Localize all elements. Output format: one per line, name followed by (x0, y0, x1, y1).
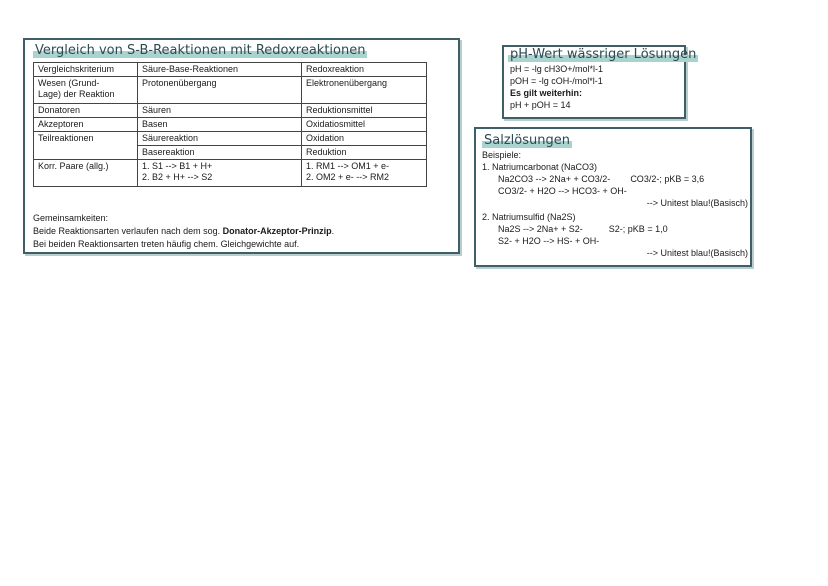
ph-content (510, 63, 603, 111)
example-1-result: --> Unitest blau!(Basisch) (646, 198, 748, 208)
ph-card (502, 45, 697, 119)
table-row (34, 104, 427, 118)
ph-title: pH-Wert wässriger Lösungen (510, 47, 697, 62)
salt-intro: Beispiele: (482, 150, 522, 160)
poh-line: pOH = -lg cOH-/mol*l-1 (510, 76, 603, 86)
table-cell: Akzeptoren (34, 118, 138, 132)
example-2-result: --> Unitest blau!(Basisch) (646, 248, 748, 258)
table-row (34, 132, 427, 146)
note-line-2: Bei beiden Reaktionsarten treten häufig chem. Gleichgewichte auf. (33, 239, 300, 249)
table-cell: Oxidation (302, 132, 427, 146)
notes-heading: Gemeinsamkeiten: (33, 213, 109, 223)
ph-sum-line: pH + pOH = 14 (510, 100, 571, 110)
table-cell: Elektronenübergang (302, 77, 427, 104)
example-1-line-2: CO3/2- + H2O --> HCO3- + OH- (498, 186, 627, 196)
table-cell: Wesen (Grund- Lage) der Reaktion (34, 77, 138, 104)
ph-line: pH = -lg cH3O+/mol*l-1 (510, 64, 604, 74)
table-cell: Reduktionsmittel (302, 104, 427, 118)
table-row (34, 77, 427, 104)
comparison-card (23, 38, 460, 254)
salt-card (474, 127, 752, 267)
table-cell: Reduktion (302, 146, 427, 160)
table-cell: Oxidatiosmittel (302, 118, 427, 132)
salt-content (482, 149, 748, 259)
table-header-row (34, 63, 427, 77)
header-cell: Redoxreaktion (302, 63, 427, 77)
notes (33, 212, 334, 251)
comparison-table (33, 62, 427, 187)
example-2-title: 2. Natriumsulfid (Na2S) (482, 212, 576, 222)
example-1-line-1: Na2CO3 --> 2Na+ + CO3/2- CO3/2-; pKB = 3,6 (498, 174, 705, 184)
table-cell: Protonenübergang (138, 77, 302, 104)
example-1-title: 1. Natriumcarbonat (NaCO3) (482, 162, 598, 172)
table-cell: Basen (138, 118, 302, 132)
table-cell: Donatoren (34, 104, 138, 118)
table-cell: 1. RM1 --> OM1 + e- 2. OM2 + e- --> RM2 (302, 160, 427, 187)
table-cell: Säuren (138, 104, 302, 118)
table-cell: Säurereaktion (138, 132, 302, 146)
comparison-title: Vergleich von S-B-Reaktionen mit Redoxreaktionen (35, 43, 366, 58)
table-cell: Korr. Paare (allg.) (34, 160, 138, 187)
table-cell: Teilreaktionen (34, 132, 138, 160)
example-2-line-1: Na2S --> 2Na+ + S2- S2-; pKB = 1,0 (498, 224, 668, 234)
table-row (34, 118, 427, 132)
table-row (34, 160, 427, 187)
ph-bold-line: Es gilt weiterhin: (510, 88, 583, 98)
table-cell: Basereaktion (138, 146, 302, 160)
header-cell: Vergleichskriterium (34, 63, 138, 77)
example-2-line-2: S2- + H2O --> HS- + OH- (498, 236, 600, 246)
note-line-1: Beide Reaktionsarten verlaufen nach dem sog. Donator-Akzeptor-Prinzip. (33, 226, 335, 236)
table-cell: 1. S1 --> B1 + H+ 2. B2 + H+ --> S2 (138, 160, 302, 187)
salt-title: Salzlösungen (484, 133, 570, 148)
header-cell: Säure-Base-Reaktionen (138, 63, 302, 77)
